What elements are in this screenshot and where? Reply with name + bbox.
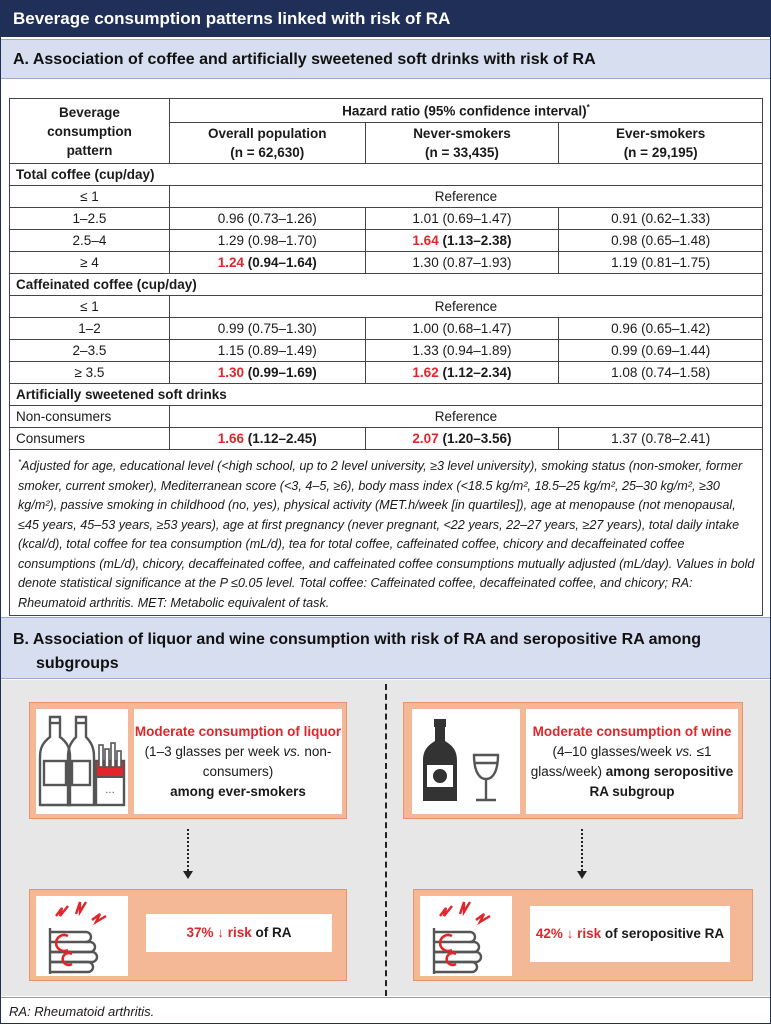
row-label: Consumers bbox=[10, 428, 170, 450]
row-label: 1–2 bbox=[10, 318, 170, 340]
inflamed-hand-icon bbox=[36, 896, 128, 976]
row-label: ≥ 4 bbox=[10, 252, 170, 274]
wine-illustration bbox=[412, 709, 520, 814]
hazard-ratio-cell: 1.30 (0.99–1.69) bbox=[169, 362, 365, 384]
section-a-heading: A. Association of coffee and artificially sweetened soft drinks with risk of RA bbox=[1, 39, 770, 79]
wine-arrowhead bbox=[577, 871, 587, 879]
hazard-ratio-cell: 1.08 (0.74–1.58) bbox=[559, 362, 763, 384]
hazard-ratio-cell: 0.99 (0.75–1.30) bbox=[169, 318, 365, 340]
hazard-ratio-cell: 1.01 (0.69–1.47) bbox=[365, 208, 559, 230]
hazard-ratio-cell: 2.07 (1.20–3.56) bbox=[365, 428, 559, 450]
hazard-ratio-cell: 1.30 (0.87–1.93) bbox=[365, 252, 559, 274]
row-label: ≤ 1 bbox=[10, 296, 170, 318]
group-title: Total coffee (cup/day) bbox=[10, 164, 763, 186]
svg-text:...: ... bbox=[105, 785, 115, 796]
hazard-ratio-cell: 0.91 (0.62–1.33) bbox=[559, 208, 763, 230]
footer-note: RA: Rheumatoid arthritis. bbox=[1, 997, 770, 1024]
col-header-overall: Overall population (n = 62,630) bbox=[169, 123, 365, 164]
hazard-ratio-cell: 1.24 (0.94–1.64) bbox=[169, 252, 365, 274]
group-title: Caffeinated coffee (cup/day) bbox=[10, 274, 763, 296]
row-label: Non-consumers bbox=[10, 406, 170, 428]
hazard-ratio-cell: 1.15 (0.89–1.49) bbox=[169, 340, 365, 362]
row-label: 2.5–4 bbox=[10, 230, 170, 252]
row-label: ≥ 3.5 bbox=[10, 362, 170, 384]
hazard-ratio-cell: 1.33 (0.94–1.89) bbox=[365, 340, 559, 362]
hazard-ratio-cell: 0.96 (0.73–1.26) bbox=[169, 208, 365, 230]
col-header-hazard-ratio: Hazard ratio (95% confidence interval)* bbox=[169, 99, 762, 123]
hazard-ratio-cell: 1.29 (0.98–1.70) bbox=[169, 230, 365, 252]
table-footnote: *Adjusted for age, educational level (<high school, up to 2 level university, ≥3 level university), smoking status (non-smoker, former smoker, current smoker), Mediterranean score (<3, 4–5, ≥6), body mass index (<18.5 kg/m², 18.5–25 kg/m², 25–30 kg/m², ≥30 kg/m²), passive smoking in childhood (no, yes), physical activity (MET.h/week [in quartiles]), age at menopause (not menopausal, ≤45 years, 45–53 years, ≥53 years), age at first pregnancy (never pregnant, <22 years, 22–27 years, ≥27 years), total daily intake (kcal/d), total coffee for tea consumption (mL/d), tea for total coffee, caffeinated coffee, chicory and decaffeinated coffee consumptions (mL/d), chicory, decaffeinated coffee, and caffeinated coffee consumptions mutually adjusted (mL/day). Values in bold denote statistical significance at the P ≤0.05 level. Total coffee: Caffeinated coffee, decaffeinated coffee, and chicory; RA: Rheumatoid arthritis. MET: Metabolic equivalent of task. bbox=[9, 450, 763, 616]
hazard-ratio-cell: 1.64 (1.13–2.38) bbox=[365, 230, 559, 252]
row-label: ≤ 1 bbox=[10, 186, 170, 208]
hazard-ratio-cell: 1.00 (0.68–1.47) bbox=[365, 318, 559, 340]
table-row bbox=[10, 318, 763, 340]
col-header-never-smokers: Never-smokers (n = 33,435) bbox=[365, 123, 559, 164]
row-label: 2–3.5 bbox=[10, 340, 170, 362]
table-row bbox=[10, 406, 763, 428]
liquor-finding-text: Moderate consumption of liquor (1–3 glasses per week vs. non-consumers) among ever-smokers bbox=[134, 709, 342, 814]
table-row bbox=[10, 186, 763, 208]
wine-glass-icon bbox=[474, 755, 498, 800]
table-row bbox=[10, 208, 763, 230]
hazard-ratio-cell: 0.98 (0.65–1.48) bbox=[559, 230, 763, 252]
table-row bbox=[10, 230, 763, 252]
reference-cell: Reference bbox=[169, 406, 762, 428]
hazard-ratio-cell: 1.66 (1.12–2.45) bbox=[169, 428, 365, 450]
table-row bbox=[10, 428, 763, 450]
liquor-result-text: 37% ↓ risk of RA bbox=[146, 914, 332, 952]
wine-result-box bbox=[413, 889, 753, 981]
liquor-finding-box bbox=[29, 702, 347, 819]
wine-result-text: 42% ↓ risk of seropositive RA bbox=[530, 906, 730, 962]
row-label: 1–2.5 bbox=[10, 208, 170, 230]
hazard-ratio-cell: 0.99 (0.69–1.44) bbox=[559, 340, 763, 362]
col-header-pattern: Beverage consumption pattern bbox=[10, 99, 170, 164]
hazard-ratio-cell: 0.96 (0.65–1.42) bbox=[559, 318, 763, 340]
reference-cell: Reference bbox=[169, 296, 762, 318]
liquor-arrowhead bbox=[183, 871, 193, 879]
wine-arrow bbox=[581, 829, 583, 871]
page-title: Beverage consumption patterns linked with risk of RA bbox=[1, 1, 770, 37]
liquor-arrow bbox=[187, 829, 189, 871]
table-row bbox=[10, 252, 763, 274]
section-b-heading: B. Association of liquor and wine consumption with risk of RA and seropositive RA among subgroups bbox=[1, 617, 770, 679]
table-row bbox=[10, 362, 763, 384]
wine-finding-text: Moderate consumption of wine (4–10 glasses/week vs. ≤1 glass/week) among seropositive RA subgroup bbox=[526, 709, 738, 814]
liquor-bottles-icon bbox=[36, 709, 128, 814]
hazard-ratio-cell: 1.37 (0.78–2.41) bbox=[559, 428, 763, 450]
liquor-result-box bbox=[29, 889, 347, 981]
liquor-cigarettes-illustration bbox=[36, 709, 128, 814]
wine-bottle-icon bbox=[412, 709, 520, 814]
table-row bbox=[10, 296, 763, 318]
hazard-ratio-table bbox=[9, 98, 763, 450]
group-title: Artificially sweetened soft drinks bbox=[10, 384, 763, 406]
liquor-hand-illustration bbox=[36, 896, 128, 976]
inflamed-hand-icon bbox=[420, 896, 512, 976]
cigarette-pack-icon bbox=[96, 743, 124, 805]
panel-divider bbox=[385, 684, 387, 996]
hazard-ratio-cell: 1.19 (0.81–1.75) bbox=[559, 252, 763, 274]
table-row bbox=[10, 340, 763, 362]
reference-cell: Reference bbox=[169, 186, 762, 208]
col-header-ever-smokers: Ever-smokers (n = 29,195) bbox=[559, 123, 763, 164]
wine-hand-illustration bbox=[420, 896, 512, 976]
hazard-ratio-cell: 1.62 (1.12–2.34) bbox=[365, 362, 559, 384]
wine-finding-box bbox=[403, 702, 743, 819]
hazard-ratio-table-wrap bbox=[9, 98, 763, 616]
